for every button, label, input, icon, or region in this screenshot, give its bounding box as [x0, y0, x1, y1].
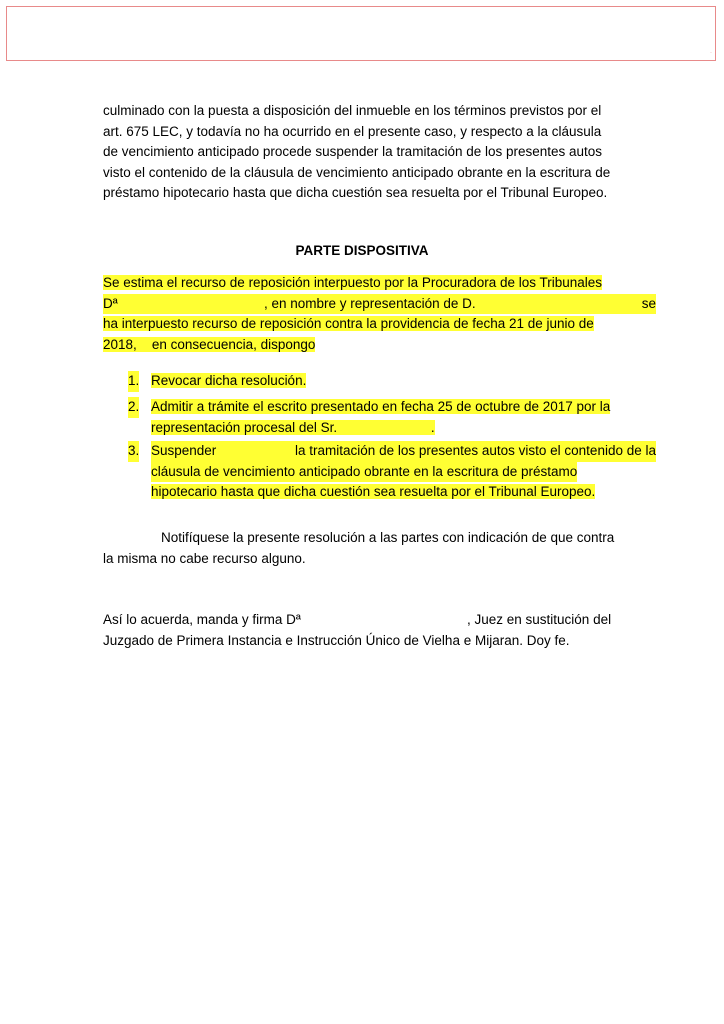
dispositiva-line: Se estima el recurso de reposición interpuesto por la Procuradora de los Tribunales: [103, 275, 603, 290]
intro-line: préstamo hipotecario hasta que dicha cuestión sea resuelta por el Tribunal Europeo.: [103, 185, 608, 200]
dispositiva-line: 2018, en consecuencia, dispongo: [103, 336, 316, 352]
notification-paragraph: Notifíquese la presente resolución a las partes con indicación de que contra la misma no cabe recurso alguno.: [103, 530, 615, 566]
intro-paragraph: [103, 101, 656, 204]
dispositiva-paragraph: [103, 273, 656, 355]
section-title: PARTE DISPOSITIVA: [295, 243, 429, 258]
intro-line: culminado con la puesta a disposición del inmueble en los términos previstos por el: [103, 103, 602, 118]
dispositiva-line: Dª , en nombre y representación de D. se: [103, 294, 656, 315]
page-header-box: [6, 6, 716, 61]
intro-line: de vencimiento anticipado procede suspender la tramitación de los presentes autos: [103, 144, 603, 159]
intro-line: visto el contenido de la cláusula de vencimiento anticipado obrante en la escritura de: [103, 164, 611, 180]
header-mark: ·: [710, 50, 712, 56]
signature-paragraph: Así lo acuerda, manda y firma Dª , Juez en sustitución del Juzgado de Primera Instancia e Instrucción Único de Vielha e Mijaran. Doy fe.: [103, 612, 612, 648]
intro-line: art. 675 LEC, y todavía no ha ocurrido en el presente caso, y respecto a la cláusula: [103, 123, 602, 139]
dispositiva-line: ha interpuesto recurso de reposición contra la providencia de fecha 21 de junio de: [103, 316, 594, 331]
